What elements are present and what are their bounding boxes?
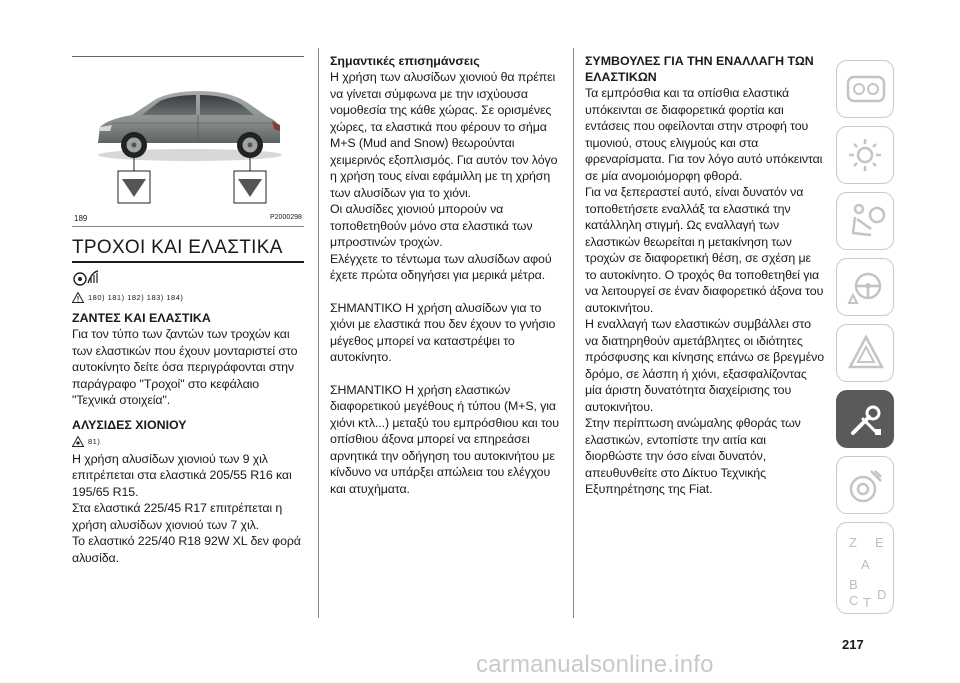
index-letter-b: B [849,577,858,592]
heading-tyre-rotation: ΣΥΜΒΟΥΛΕΣ ΓΙΑ ΤΗΝ ΕΝΑΛΛΑΓΗ ΤΩΝ ΕΛΑΣΤΙΚΩΝ [585,54,814,84]
caution-icon [72,436,84,447]
paragraph-rotation: Για να ξεπεραστεί αυτό, είναι δυνατόν να τοποθετήσετε εναλλάξ τα ελαστικά την κατάλληλη στιγμή. Ως εναλλαγή των ελαστικών θεωρείται η μετακίνηση των τροχών σε διαφορετική θέση, σε σχέση με το αυτοκίνητο. Ο τροχός θα τοποθετηθεί για να λειτουργεί σε έναν διαφορετικό άξονα του αυτοκινήτου. [585,185,824,315]
paragraph-check-tension: Ελέγχετε το τέντωμα των αλυσίδων αφού έχετε πρώτα οδηγήσει για μερικά μέτρα. [330,251,552,282]
snow-chains-references: 81) [88,437,101,446]
tab-safety[interactable] [836,192,894,250]
important-note-mixed-tyres: ΣΗΜΑΝΤΙΚΟ Η χρήση ελαστικών διαφορετικού μεγέθους ή τύπου (M+S, για χιόνι κτλ...) μεταξύ του εμπρόσθιου και του οπίσθιου άξονα μπορεί να επηρεάσει αρνητικά την οδήγηση του αυτοκινήτου με κίνδυνο να υπάρξει απώλεια του ελέγχου και ατυχήματα. [330,382,559,496]
paragraph-rotation-benefits: Η εναλλαγή των ελαστικών συμβάλλει στο να διατηρηθούν αμετάβλητες οι ιδιότητες πρόσφυσης και κίνησης επάνω σε βρεγμένο δρόμο, σε λάσπη ή χιόνι, εξασφαλίζοντας μία άριστη δυνατότητα διαχείρισης του αυτοκινήτου. [585,317,825,414]
technical-data-icon [837,457,895,515]
watermark: carmanualsonline.info [476,651,714,678]
figure-number: 189 [74,214,88,223]
warning-reference-row [72,288,304,306]
index-letters-icon [837,523,895,615]
tab-emergency[interactable] [836,324,894,382]
warning-references: 180) 181) 182) 183) 184) [88,292,184,302]
heading-important-notes: Σημαντικές επισημάνσεις [330,54,480,68]
snow-chains-reference-row [72,433,304,451]
section-title: ΤΡΟΧΟΙ ΚΑΙ ΕΛΑΣΤΙΚΑ [72,237,283,258]
lights-icon [837,127,895,185]
column-2 [330,53,562,497]
tab-technical-data[interactable] [836,456,894,514]
index-letter-a: A [861,557,870,572]
important-note-size: ΣΗΜΑΝΤΙΚΟ Η χρήση αλυσίδων για το χιόνι με ελαστικά που δεν έχουν το γνήσιο μέγεθος μπορεί να καταστρέψει το αυτοκίνητο. [330,300,556,364]
steering-wheel-icon [837,259,895,317]
heading-snow-chains: ΑΛΥΣΙΔΕΣ ΧΙΟΝΙΟΥ [72,417,187,432]
paragraph-no-chains: Το ελαστικό 225/40 R18 92W XL δεν φορά αλυσίδα. [72,534,301,565]
tab-index[interactable] [836,522,894,614]
index-letter-c: C [849,593,859,608]
wheel-warning-icon [72,268,304,288]
tab-dashboard[interactable] [836,60,894,118]
index-letter-t: T [863,595,871,610]
dashboard-icon [837,61,895,119]
tab-lights[interactable] [836,126,894,184]
tab-maintenance[interactable] [836,390,894,448]
paragraph-uneven-wear: Τα εμπρόσθια και τα οπίσθια ελαστικά υπόκεινται σε διαφορετικά φορτία και εντάσεις που οφείλονται στην στροφή του τιμονιού, στους ελιγμούς και στα φρεναρίσματα. Για τον λόγο αυτό υπόκεινται σε μία ανομοιόμορφη φθορά. [585,86,823,183]
index-letter-z: Z [849,535,857,550]
index-letter-d: D [877,587,887,602]
heading-rims-tyres: ΖΑΝΤΕΣ ΚΑΙ ΕΛΑΣΤΙΚΑ [72,311,211,325]
car-side-illustration [72,57,304,209]
paragraph-legislation: Η χρήση των αλυσίδων χιονιού θα πρέπει να γίνεται σύμφωνα με την ισχύουσα νομοθεσία της κάθε χώρας. Σε ορισμένες χώρες, τα ελαστικά που φέρουν το σήμα M+S (Mud and Snow) θεωρούνται χειμερινός εξοπλισμός. Για αυτόν τον λόγο η χρήση τους είναι εφάμιλλη με τη χρήση των αλυσίδων για το χιόνι. [330,70,558,200]
tab-starting-driving[interactable] [836,258,894,316]
paragraph-rims-tyres: Για τον τύπο των ζαντών των τροχών και των ελαστικών που έχουν μονταριστεί στο αυτοκίνητο δείτε όσα περιγράφονται στην παράγραφο "Τροχοί" στο κεφάλαιο "Τεχνικά στοιχεία". [72,327,298,407]
column-divider-2 [573,48,574,618]
paragraph-chains-7mm: Στα ελαστικά 225/45 R17 επιτρέπεται η χρήση αλυσίδων χιονιού των 7 χιλ. [72,501,283,532]
column-3 [585,53,825,498]
warning-triangle-icon [837,325,895,383]
paragraph-chains-9mm: Η χρήση αλυσίδων χιονιού των 9 χιλ επιτρέπεται στα ελαστικά 205/55 R16 και 195/65 R15. [72,451,292,499]
maintenance-tools-icon [837,391,895,449]
warning-triangle-icon [72,292,84,303]
paragraph-abnormal-wear: Στην περίπτωση ανώμαλης φθοράς των ελαστικών, εντοπίστε την αιτία και διορθώστε την όσο είναι δυνατόν, απευθυνθείτε στο Δίκτυο Τεχνικής Εξυπηρέτησης της Fiat. [585,416,801,496]
column-1 [72,268,304,566]
car-figure [72,56,304,208]
figure-code: P2000298 [270,214,302,221]
figure-divider [72,226,304,227]
title-divider [72,261,304,263]
paragraph-front-wheels: Οι αλυσίδες χιονιού μπορούν να τοποθετηθούν μόνο στα ελαστικά των μπροστινών τροχών. [330,202,533,249]
column-divider-1 [318,48,319,618]
index-letter-e: E [875,535,884,550]
airbag-seat-icon [837,193,895,251]
page-number: 217 [842,637,864,652]
